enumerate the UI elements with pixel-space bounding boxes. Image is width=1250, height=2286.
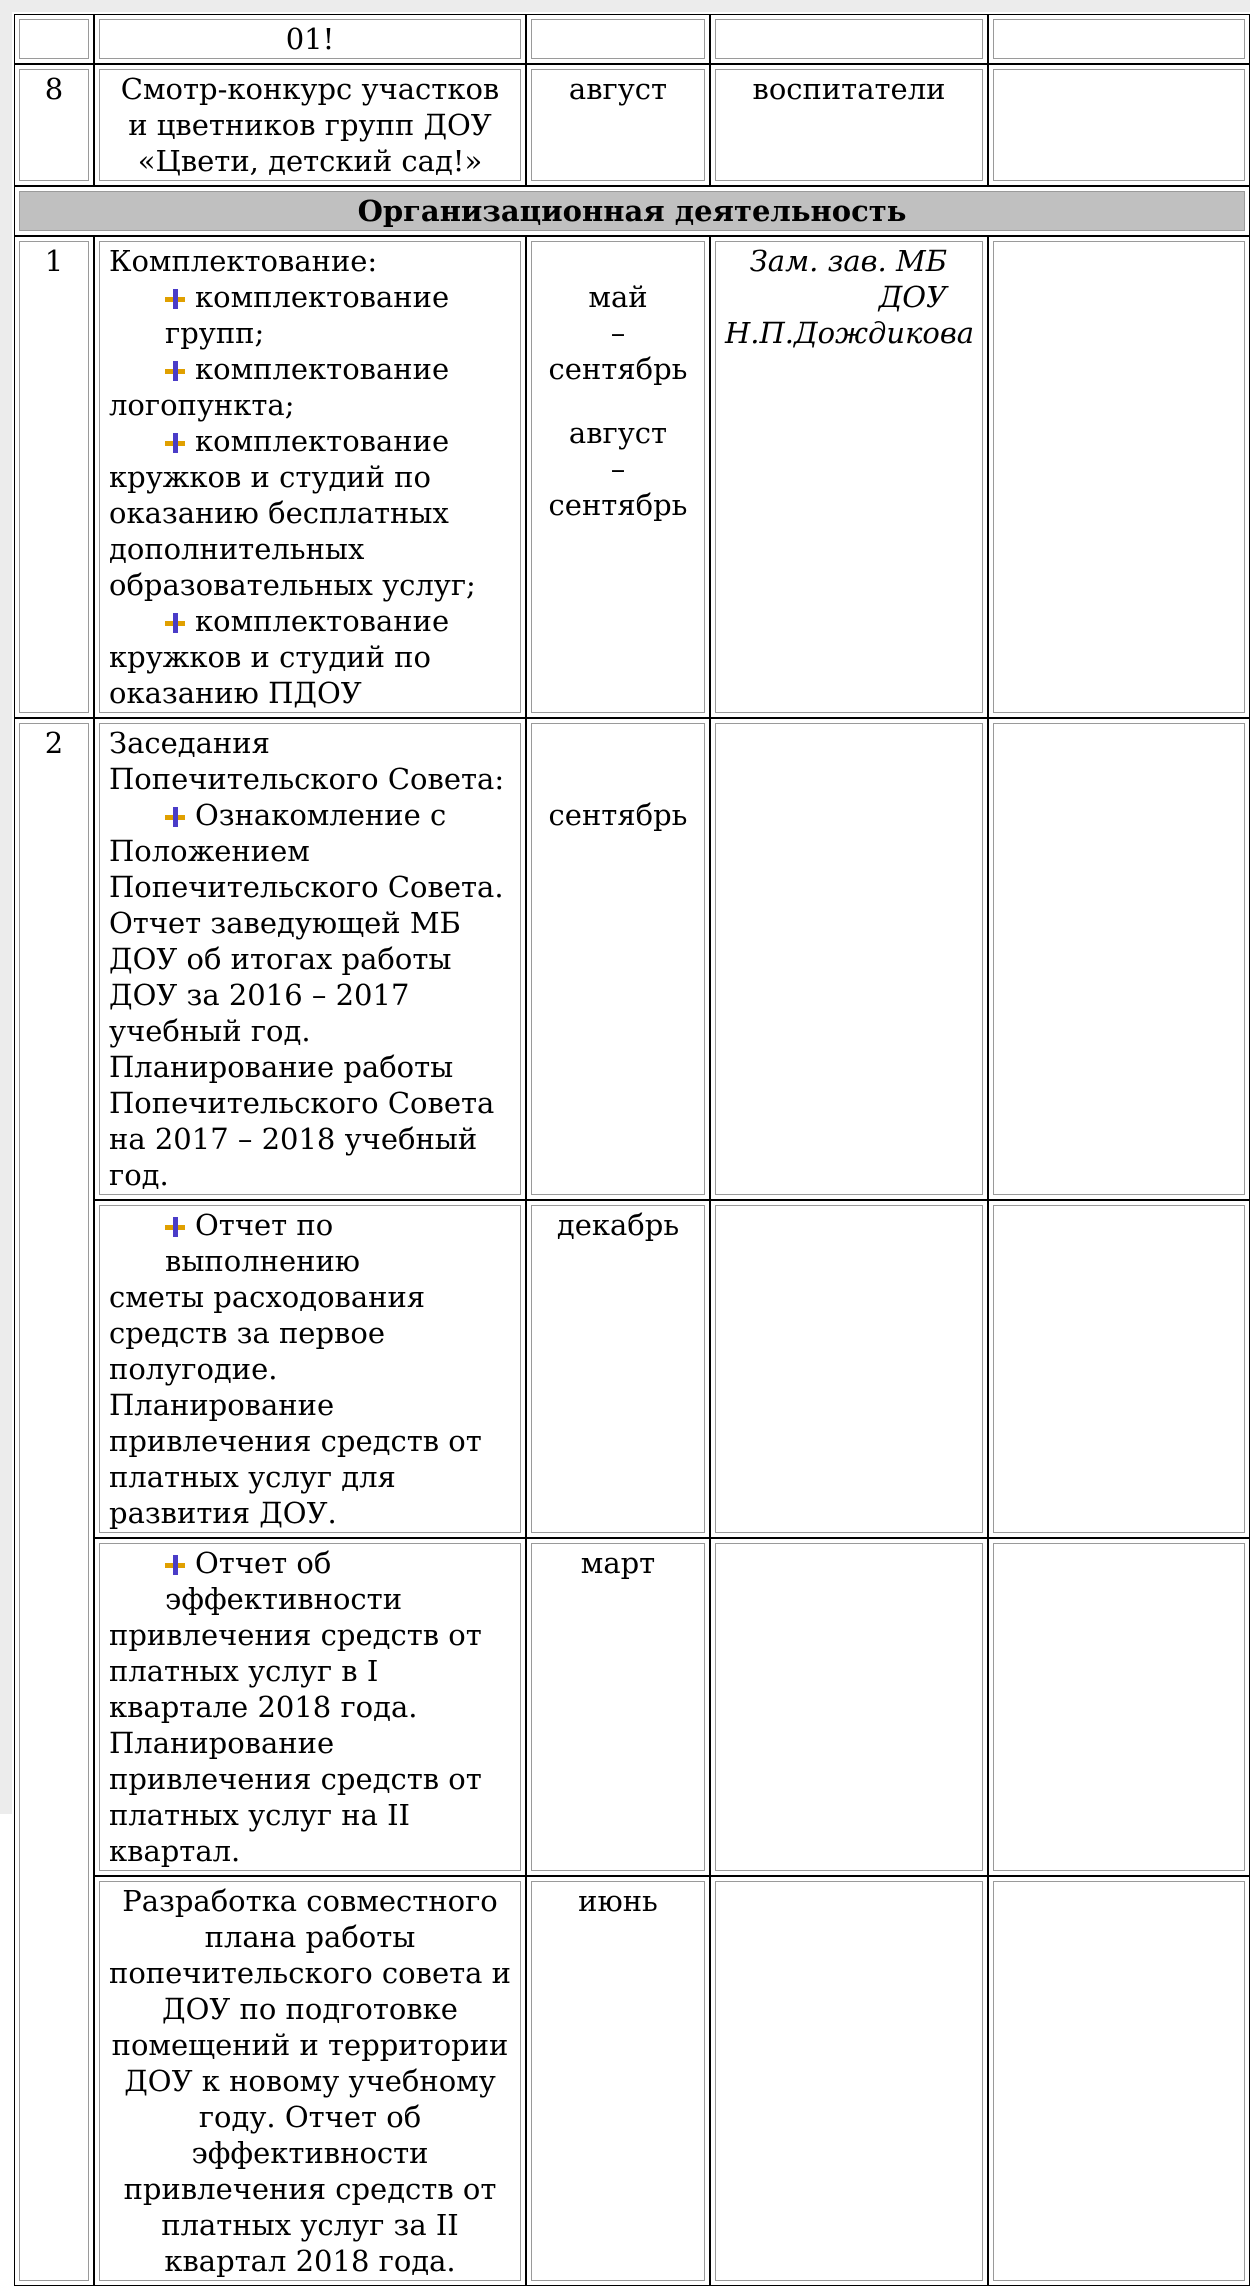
date-dash: – [610, 316, 626, 350]
cell-event [94, 14, 526, 64]
cell-num [14, 718, 94, 2286]
bullet-arrow-icon [165, 1217, 185, 1237]
row-number: 2 [44, 726, 64, 760]
list-item-text: Отчет об эффективности [165, 1546, 403, 1616]
cell-date [526, 64, 710, 186]
cell-date [526, 14, 710, 64]
list-item-text: Отчет по выполнению [165, 1208, 361, 1278]
cell-date [526, 1200, 710, 1538]
responsible-text: Зам. зав. МБ ДОУ Н.П.Дождикова [725, 244, 975, 350]
row-number: 1 [44, 244, 64, 278]
cell-date [526, 236, 710, 718]
list-item [109, 1545, 511, 1617]
list-item [109, 423, 511, 459]
cell-note [988, 1876, 1250, 2286]
date-text: май [588, 280, 648, 314]
list-item-continuation: Положением Попечительского Совета. Отчет заведующей МБ ДОУ об итогах работы ДОУ за 2016 – 2017 учебный год. Планирование работы Попечительского Совета на 2017 – 2018 учебный год. [109, 834, 504, 1192]
date-dash: – [610, 452, 626, 486]
page-top-margin [0, 0, 1250, 12]
cell-responsible [710, 1200, 988, 1538]
date-text: декабрь [556, 1208, 680, 1242]
table-row [14, 236, 1250, 718]
section-row [14, 186, 1250, 236]
bullet-arrow-icon [165, 807, 185, 827]
cell-note [988, 14, 1250, 64]
cell-num [14, 236, 94, 718]
date-text: август [568, 416, 668, 450]
cell-note [988, 1538, 1250, 1876]
cell-num [14, 64, 94, 186]
bullet-arrow-icon [165, 613, 185, 633]
list-item-continuation: кружков и студий по оказанию ПДОУ [109, 640, 431, 710]
event-intro: Комплектование: [109, 244, 378, 278]
bullet-arrow-icon [165, 289, 185, 309]
cell-date [526, 1876, 710, 2286]
cell-event [94, 1876, 526, 2286]
list-item-continuation: кружков и студий по оказанию бесплатных дополнительных образовательных услуг; [109, 460, 476, 602]
list-item [109, 797, 511, 833]
date-text: июнь [578, 1884, 658, 1918]
date-text: сентябрь [548, 798, 688, 832]
list-item [109, 279, 511, 351]
cell-date [526, 718, 710, 1200]
cell-event [94, 1538, 526, 1876]
list-item [109, 351, 511, 387]
cell-responsible [710, 14, 988, 64]
event-text: 01! [285, 22, 335, 56]
event-text: Разработка совместного плана работы попечительского совета и ДОУ по подготовке помещений и территории ДОУ к новому учебному году. Отчет об эффективности привлечения средств от платных услуг за II квартал 2018 года. [109, 1884, 511, 2278]
bullet-arrow-icon [165, 361, 185, 381]
list-item-text: комплектование [195, 424, 450, 458]
table-row [14, 1200, 1250, 1538]
cell-responsible [710, 718, 988, 1200]
cell-event [94, 64, 526, 186]
bullet-arrow-icon [165, 1555, 185, 1575]
cell-responsible [710, 1876, 988, 2286]
cell-event [94, 236, 526, 718]
list-item-text: комплектование групп; [165, 280, 450, 350]
cell-event [94, 1200, 526, 1538]
cell-date [526, 1538, 710, 1876]
responsible-text: воспитатели [752, 72, 946, 106]
table-row [14, 1538, 1250, 1876]
cell-event [94, 718, 526, 1200]
cell-responsible [710, 236, 988, 718]
date-text: сентябрь [548, 488, 688, 522]
section-title-cell [14, 186, 1250, 236]
list-item-continuation: сметы расходования средств за первое полугодие. Планирование привлечения средств от платных услуг для развития ДОУ. [109, 1280, 482, 1530]
plan-table [14, 14, 1250, 2286]
list-item [109, 1207, 511, 1279]
date-text: сентябрь [548, 352, 688, 386]
date-text: март [580, 1546, 656, 1580]
page-left-margin [0, 0, 12, 1814]
cell-note [988, 64, 1250, 186]
list-item-text: Ознакомление с [195, 798, 447, 832]
table-row [14, 14, 1250, 64]
event-intro: Заседания Попечительского Совета: [109, 726, 505, 796]
cell-note [988, 718, 1250, 1200]
table-row [14, 718, 1250, 1200]
section-title: Организационная деятельность [357, 194, 907, 228]
table-row [14, 1876, 1250, 2286]
list-item-text: комплектование [195, 604, 450, 638]
cell-note [988, 236, 1250, 718]
cell-responsible [710, 1538, 988, 1876]
event-text: Смотр-конкурс участков и цветников групп ДОУ «Цвети, детский сад!» [120, 72, 500, 178]
row-number: 8 [44, 72, 64, 106]
list-item-text: комплектование [195, 352, 450, 386]
cell-num [14, 14, 94, 64]
bullet-arrow-icon [165, 433, 185, 453]
cell-responsible [710, 64, 988, 186]
date-text: август [568, 72, 668, 106]
table-row [14, 64, 1250, 186]
cell-note [988, 1200, 1250, 1538]
list-item-continuation: привлечения средств от платных услуг в I квартале 2018 года. Планирование привлечения средств от платных услуг на II квартал. [109, 1618, 482, 1868]
list-item [109, 603, 511, 639]
list-item-continuation: логопункта; [109, 388, 295, 422]
